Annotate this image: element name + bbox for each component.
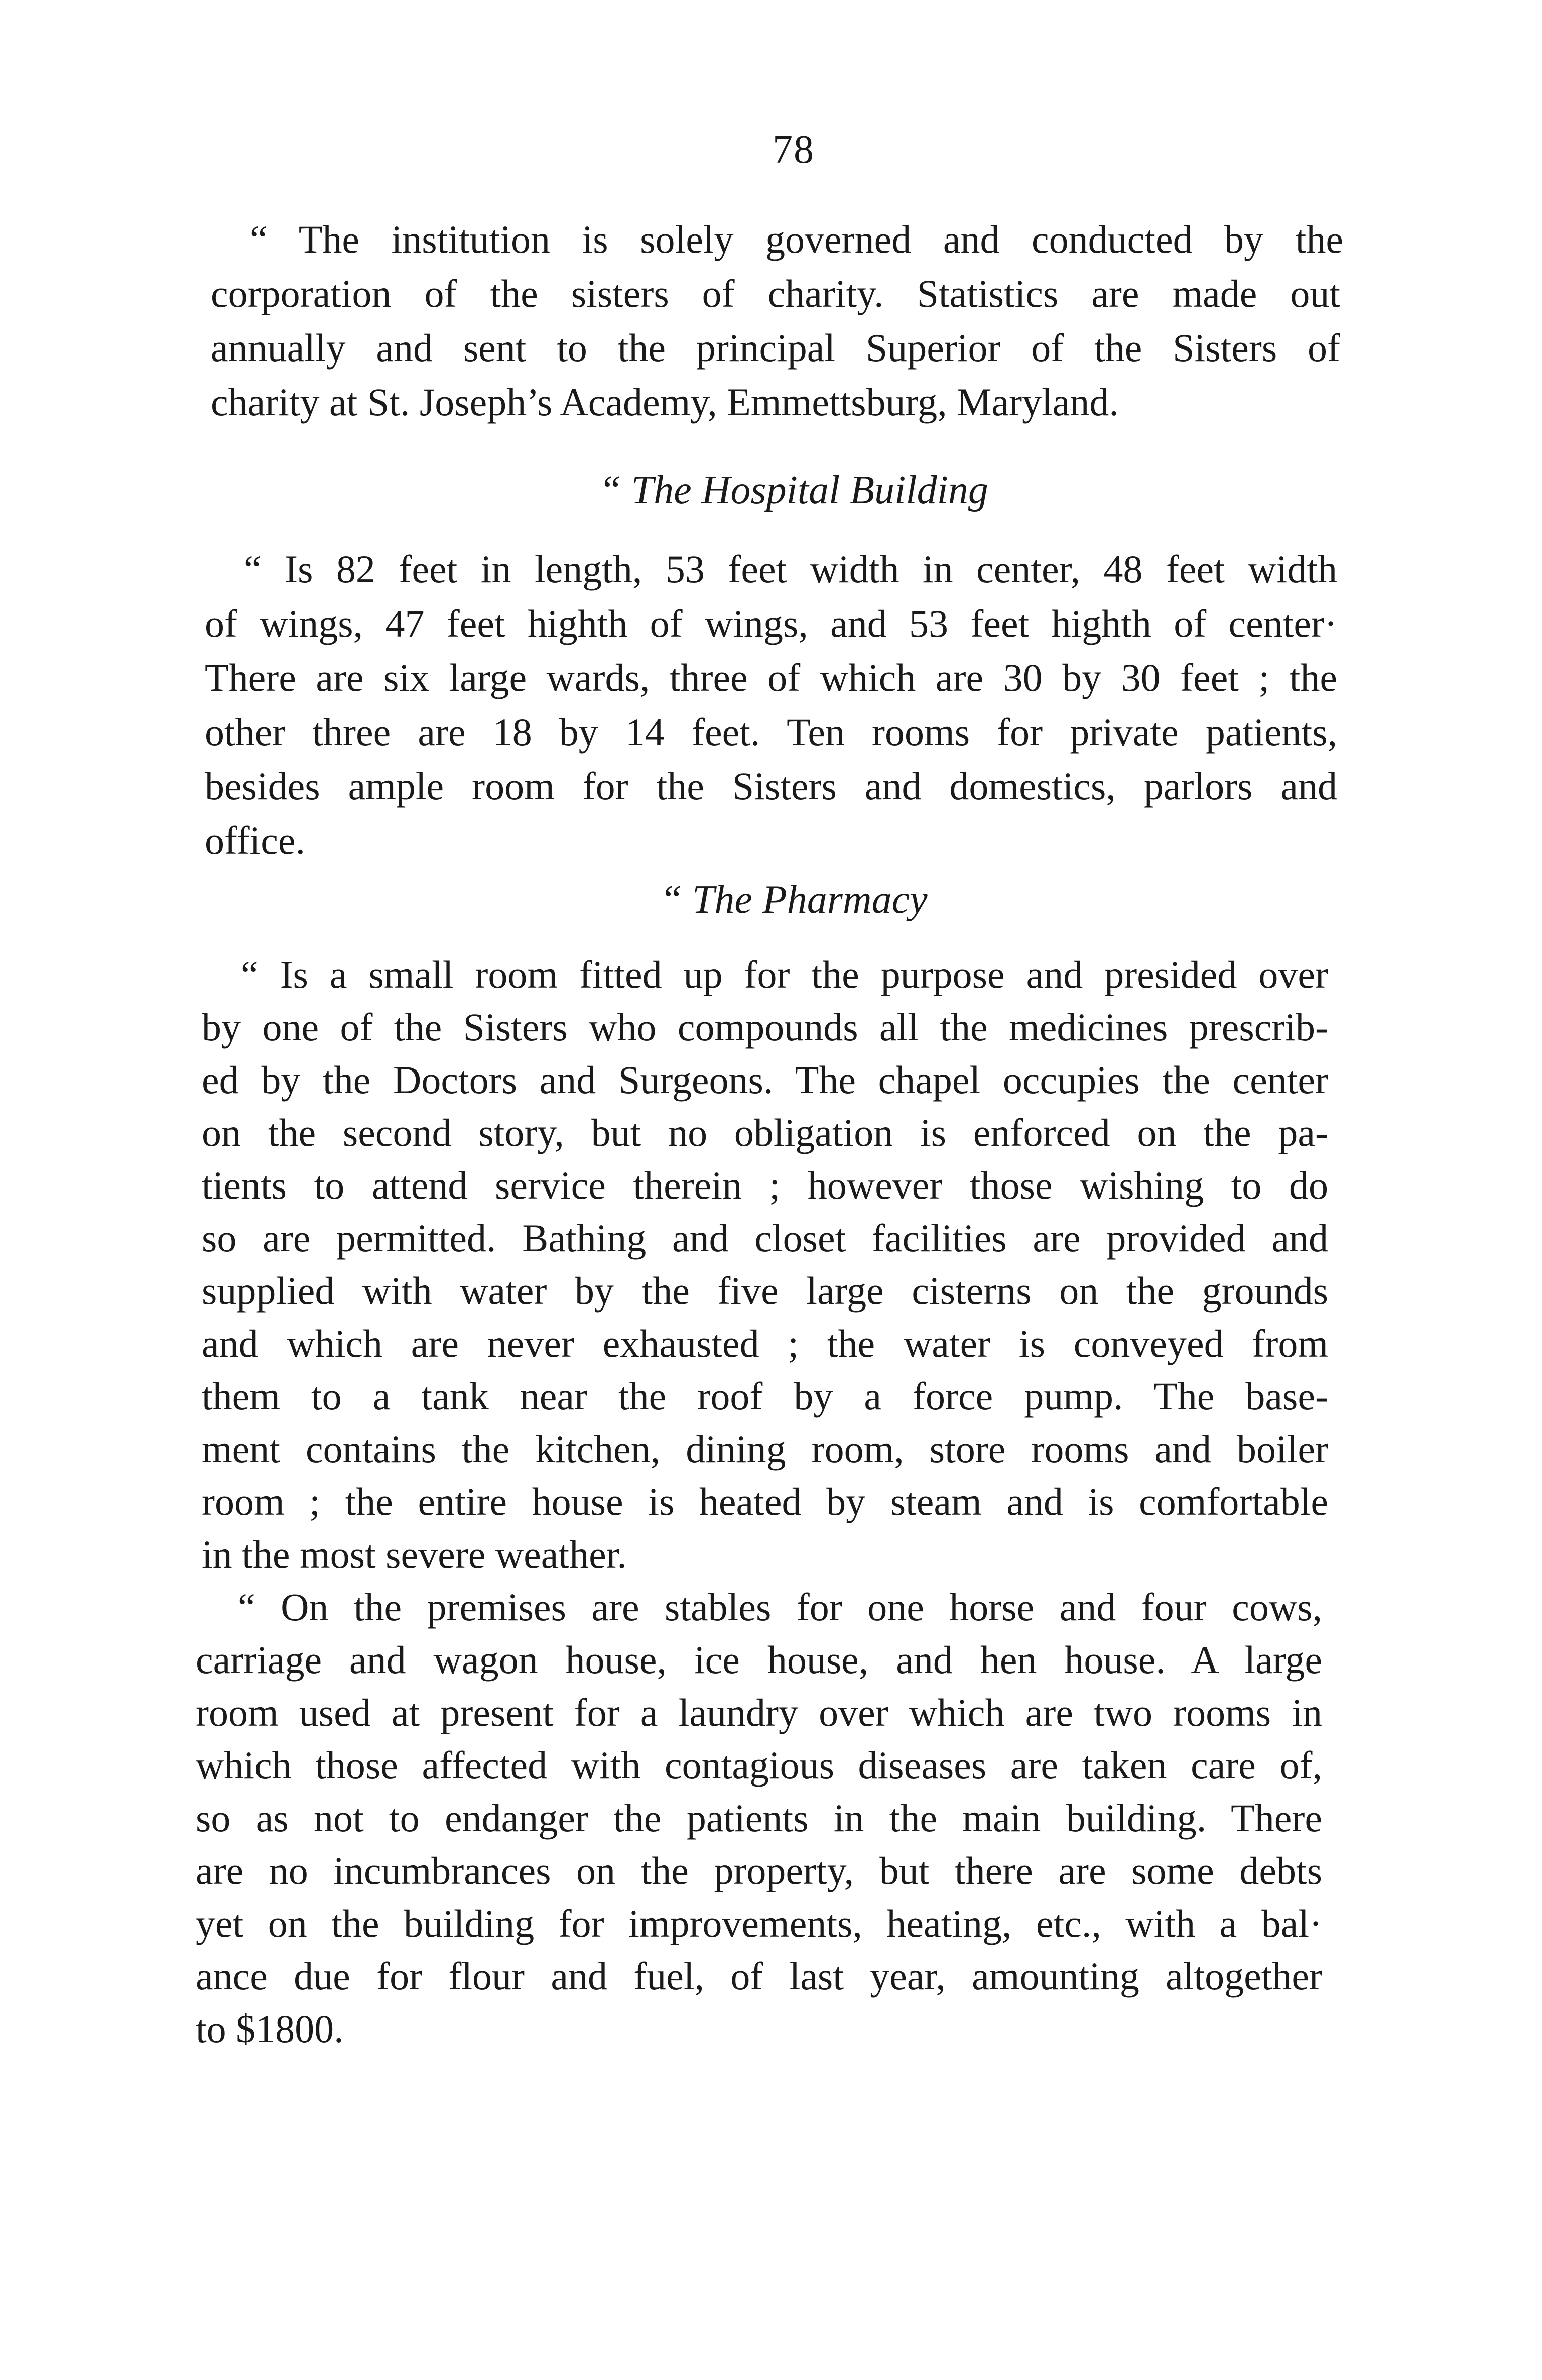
text-line: ment contains the kitchen, dining room, store rooms and boiler <box>202 1427 1328 1471</box>
text-line: are no incumbrances on the property, but there are some debts <box>196 1849 1322 1892</box>
heading-hospital-building: “ The Hospital Building <box>599 468 988 512</box>
text-line: of wings, 47 feet highth of wings, and 53 feet highth of center· <box>205 602 1337 645</box>
text-line: so are permitted. Bathing and closet facilities are provided and <box>202 1216 1328 1260</box>
text-line: besides ample room for the Sisters and domestics, parlors and <box>205 764 1337 808</box>
text-line: so as not to endanger the patients in the main building. There <box>196 1796 1322 1840</box>
text-line: in the most severe weather. <box>202 1532 627 1576</box>
text-line: by one of the Sisters who compounds all the medicines prescrib- <box>202 1005 1328 1049</box>
heading-pharmacy: “ The Pharmacy <box>660 878 928 922</box>
text-line: annually and sent to the principal Superior of the Sisters of <box>211 326 1340 370</box>
text-line: “ The institution is solely governed and conducted by the <box>250 217 1343 261</box>
text-line: charity at St. Joseph’s Academy, Emmettsburg, Maryland. <box>211 380 1119 424</box>
text-line: on the second story, but no obligation is enforced on the pa- <box>202 1111 1328 1154</box>
text-line: “ On the premises are stables for one horse and four cows, <box>238 1585 1322 1629</box>
text-line: which those affected with contagious diseases are taken care of, <box>196 1743 1322 1787</box>
text-line: There are six large wards, three of which are 30 by 30 feet ; the <box>205 656 1337 699</box>
text-line: “ Is a small room fitted up for the purpose and presided over <box>241 953 1328 996</box>
text-line: other three are 18 by 14 feet. Ten rooms for private patients, <box>205 710 1337 754</box>
text-line: yet on the building for improvements, heating, etc., with a bal· <box>196 1901 1322 1945</box>
text-line: room used at present for a laundry over which are two rooms in <box>196 1691 1322 1734</box>
text-line: office. <box>205 818 305 862</box>
text-line: them to a tank near the roof by a force pump. The base- <box>202 1374 1328 1418</box>
page-number: 78 <box>773 128 815 172</box>
text-line: carriage and wagon house, ice house, and hen house. A large <box>196 1638 1322 1682</box>
text-line: room ; the entire house is heated by steam and is comfortable <box>202 1480 1328 1523</box>
text-line: supplied with water by the five large cisterns on the grounds <box>202 1269 1328 1313</box>
text-line: ance due for flour and fuel, of last year, amounting altogether <box>196 1954 1322 1998</box>
text-line: ed by the Doctors and Surgeons. The chapel occupies the center <box>202 1058 1328 1102</box>
text-line: to $1800. <box>196 2007 344 2051</box>
text-line: “ Is 82 feet in length, 53 feet width in center, 48 feet width <box>244 547 1337 591</box>
text-line: tients to attend service therein ; however those wishing to do <box>202 1163 1328 1207</box>
text-line: and which are never exhausted ; the water is conveyed from <box>202 1322 1328 1365</box>
text-line: corporation of the sisters of charity. Statistics are made out <box>211 272 1340 315</box>
